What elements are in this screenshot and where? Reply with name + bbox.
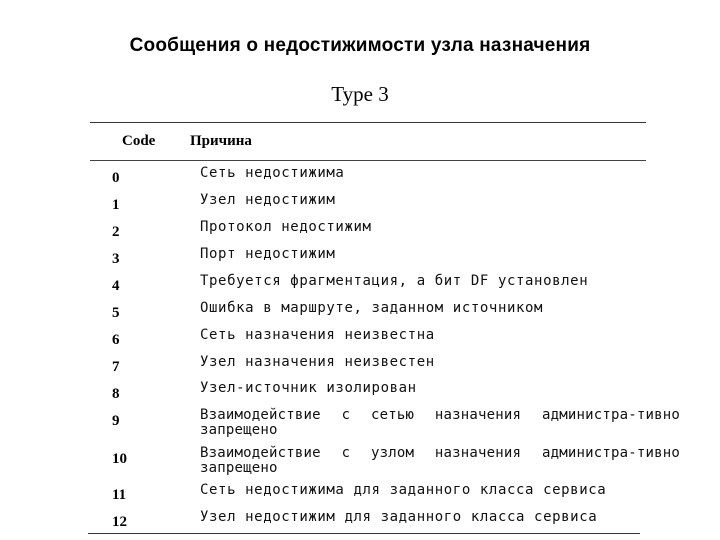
row-reason: Протокол недостижим [200,219,372,235]
table-header-rule [90,160,646,161]
row-code: 2 [112,224,120,240]
row-code: 5 [112,305,120,321]
row-code: 8 [112,386,120,402]
row-reason: Узел назначения неизвестен [200,354,435,370]
row-code: 9 [112,413,120,429]
row-code: 6 [112,332,120,348]
row-code: 0 [112,170,120,186]
row-code: 4 [112,278,120,294]
row-code: 10 [112,451,127,467]
page-title: Сообщения о недостижимости узла назначения [129,35,591,56]
row-code: 1 [112,197,120,213]
row-reason: Взаимодействие с сетью назначения администра-тивно запрещено [200,407,689,438]
row-reason: Сеть недостижима для заданного класса сервиса [200,482,607,498]
row-reason: Сеть назначения неизвестна [200,327,435,343]
header-reason: Причина [190,133,252,149]
row-code: 12 [112,514,127,530]
type-label: Type 3 [331,82,389,106]
row-reason: Порт недостижим [200,246,336,262]
row-reason: Требуется фрагментация, а бит DF установлен [200,273,589,289]
row-reason: Сеть недостижима [200,165,345,181]
unreachable-codes-table [90,122,689,534]
table-top-rule [90,122,646,123]
row-code: 3 [112,251,120,267]
header-code: Code [122,133,156,149]
row-reason: Взаимодействие с узлом назначения администра-тивно запрещено [200,445,689,476]
row-reason: Ошибка в маршруте, заданном источником [200,300,544,316]
row-code: 11 [112,487,127,503]
row-reason: Узел недостижим [200,192,336,208]
row-reason: Узел недостижим для заданного класса сервиса [200,509,598,525]
row-reason: Узел-источник изолирован [200,380,417,396]
table-bottom-rule [88,533,640,534]
row-code: 7 [112,359,120,375]
